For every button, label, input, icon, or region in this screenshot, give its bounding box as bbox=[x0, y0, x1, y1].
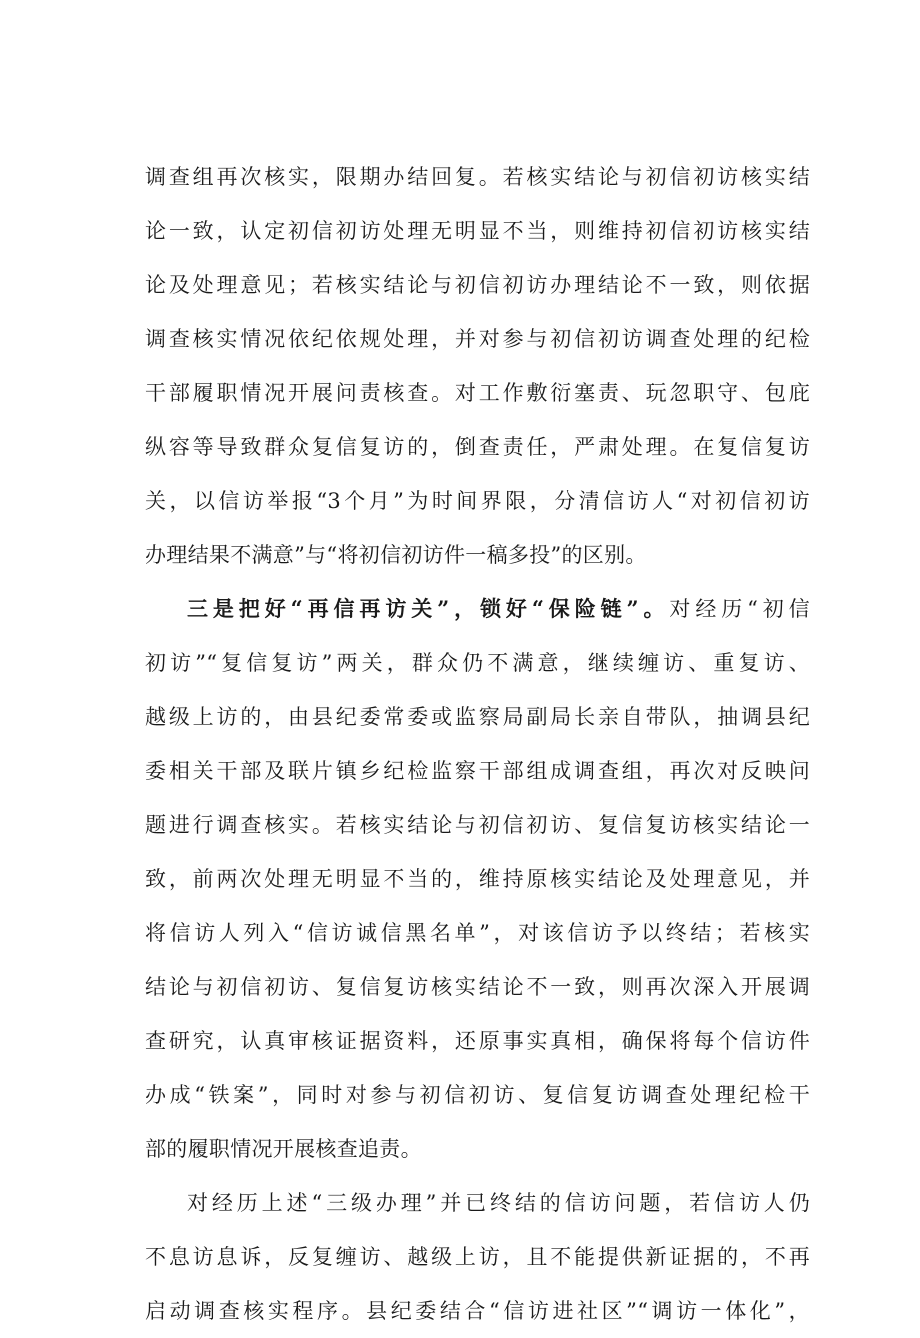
text-line: 部的履职情况开展核查追责。 bbox=[145, 1137, 422, 1161]
text-line: 办成“铁案”，同时对参与初信初访、复信复访调查处理纪检干 bbox=[145, 1083, 810, 1107]
paragraph-termination bbox=[145, 1176, 810, 1338]
text-line: 委相关干部及联片镇乡纪检监察干部组成调查组，再次对反映问 bbox=[145, 759, 810, 783]
document-page bbox=[145, 150, 810, 1338]
text-line-with-heading bbox=[145, 582, 810, 636]
text-line: 干部履职情况开展问责核查。对工作敷衍塞责、玩忽职守、包庇 bbox=[145, 381, 810, 405]
paragraph-continuation bbox=[145, 150, 810, 582]
text-line: 启动调查核实程序。县纪委结合“信访进社区”“调访一体化”， bbox=[145, 1299, 810, 1323]
text-line: 调查组再次核实，限期办结回复。若核实结论与初信初访核实结 bbox=[145, 165, 810, 189]
text-line: 对经历上述“三级办理”并已终结的信访问题，若信访人仍 bbox=[187, 1191, 810, 1215]
text-line: 查研究，认真审核证据资料，还原事实真相，确保将每个信访件 bbox=[145, 1029, 810, 1053]
text-line: 调查核实情况依纪依规处理，并对参与初信初访调查处理的纪检 bbox=[145, 327, 810, 351]
text-line: 办理结果不满意”与“将初信初访件一稿多投”的区别。 bbox=[145, 543, 647, 567]
text-line: 关，以信访举报“3个月”为时间界限，分清信访人“对初信初访 bbox=[145, 489, 810, 513]
text-line: 初访”“复信复访”两关，群众仍不满意，继续缠访、重复访、 bbox=[145, 651, 810, 675]
text-line: 致，前两次处理无明显不当的，维持原核实结论及处理意见，并 bbox=[145, 867, 810, 891]
bold-heading: 三是把好“再信再访关”，锁好“保险链”。 bbox=[187, 596, 670, 621]
text-line: 结论与初信初访、复信复访核实结论不一致，则再次深入开展调 bbox=[145, 975, 810, 999]
text-line: 将信访人列入“信访诚信黑名单”，对该信访予以终结；若核实 bbox=[145, 921, 810, 945]
paragraph-third-point bbox=[145, 582, 810, 1176]
text-line: 不息访息诉，反复缠访、越级上访，且不能提供新证据的，不再 bbox=[145, 1245, 810, 1269]
text-line: 越级上访的，由县纪委常委或监察局副局长亲自带队，抽调县纪 bbox=[145, 705, 810, 729]
text-line: 纵容等导致群众复信复访的，倒查责任，严肃处理。在复信复访 bbox=[145, 435, 810, 459]
line-text: 对经历“初信 bbox=[669, 597, 810, 621]
text-line: 论一致，认定初信初访处理无明显不当，则维持初信初访核实结 bbox=[145, 219, 810, 243]
text-line: 题进行调查核实。若核实结论与初信初访、复信复访核实结论一 bbox=[145, 813, 810, 837]
text-line: 论及处理意见；若核实结论与初信初访办理结论不一致，则依据 bbox=[145, 273, 810, 297]
